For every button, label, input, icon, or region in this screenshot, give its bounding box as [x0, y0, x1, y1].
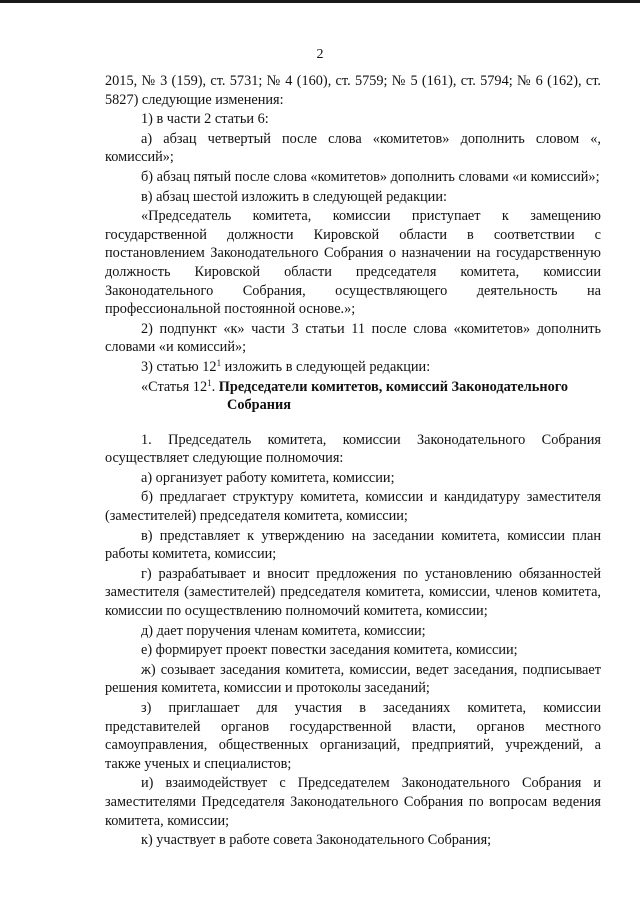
paragraph-continuation: 2015, № 3 (159), ст. 5731; № 4 (160), ст. 5759; № 5 (161), ст. 5794; № 6 (162), ст. 5827) следующие изменения:	[105, 73, 601, 108]
power-item-zh: ж) созывает заседания комитета, комиссии, ведет заседания, подписывает решения комитета, комиссии и протоколы заседаний;	[105, 661, 601, 697]
power-item-b: б) предлагает структуру комитета, комиссии и кандидатуру заместителя (заместителей) председателя комитета, комиссии;	[105, 489, 601, 525]
paragraph-subitem-b: б) абзац пятый после слова «комитетов» дополнить словами «и комиссий»;	[141, 168, 600, 185]
document-body	[105, 72, 601, 851]
power-item-i: и) взаимодействует с Председателем Законодательного Собрания и заместителями Председателя Законодательного Собрания по вопросам ведения комитета, комиссии;	[105, 775, 601, 829]
article-superscript: 1	[207, 377, 212, 388]
power-item-d: д) дает поручения членам комитета, комиссии;	[141, 622, 426, 639]
power-item-e: е) формирует проект повестки заседания комитета, комиссии;	[141, 642, 518, 659]
article-title-line-2: Собрания	[227, 397, 291, 414]
paragraph-quoted-text: «Председатель комитета, комиссии приступает к замещению государственной должности Кировской области в соответствии с постановлением Законодательного Собрания о назначении на государственную должность Кировской области председателя комитета, комиссии Законодательного Собрания, осуществляющего деятельность на профессиональной постоянной основе.»;	[105, 208, 601, 318]
paragraph-subitem-v: в) абзац шестой изложить в следующей редакции:	[141, 188, 447, 205]
item-3-text-end: изложить в следующей редакции:	[221, 358, 431, 375]
power-item-z: з) приглашает для участия в заседаниях комитета, комиссии представителей органов государственной власти, органов местного самоуправления, общественных организаций, предприятий, учреждений, а также ученых и специалистов;	[105, 700, 601, 772]
paragraph-subitem-a: а) абзац четвертый после слова «комитетов» дополнить словом «, комиссий»;	[105, 130, 601, 166]
article-heading	[105, 378, 601, 415]
paragraph-item-2: 2) подпункт «к» части 3 статьи 11 после слова «комитетов» дополнить словами «и комиссий»;	[105, 320, 601, 356]
power-item-a: а) организует работу комитета, комиссии;	[141, 469, 395, 486]
top-border	[0, 0, 640, 3]
article-part-1: 1. Председатель комитета, комиссии Законодательного Собрания осуществляет следующие полномочия:	[105, 431, 601, 467]
power-item-k: к) участвует в работе совета Законодательного Собрания;	[141, 832, 492, 849]
power-item-g: г) разрабатывает и вносит предложения по установлению обязанностей заместителя (заместителей) председателя комитета, комиссии, членов комитета, комиссии по осуществлению полномочий комитета, комиссии;	[105, 565, 601, 620]
article-dot: .	[211, 378, 219, 395]
article-title-line-1: Председатели комитетов, комиссий Законодательного	[218, 378, 569, 395]
blank-line	[105, 415, 601, 431]
power-item-v: в) представляет к утверждению на заседании комитета, комиссии план работы комитета, комиссии;	[105, 527, 601, 563]
paragraph-item-1: 1) в части 2 статьи 6:	[141, 111, 269, 128]
article-prefix: «Статья 12	[141, 378, 208, 395]
item-3-text-start: 3) статью 12	[141, 358, 217, 375]
item-3-superscript: 1	[216, 357, 222, 368]
paragraph-item-3	[105, 358, 601, 377]
page-number: 2	[316, 47, 324, 62]
